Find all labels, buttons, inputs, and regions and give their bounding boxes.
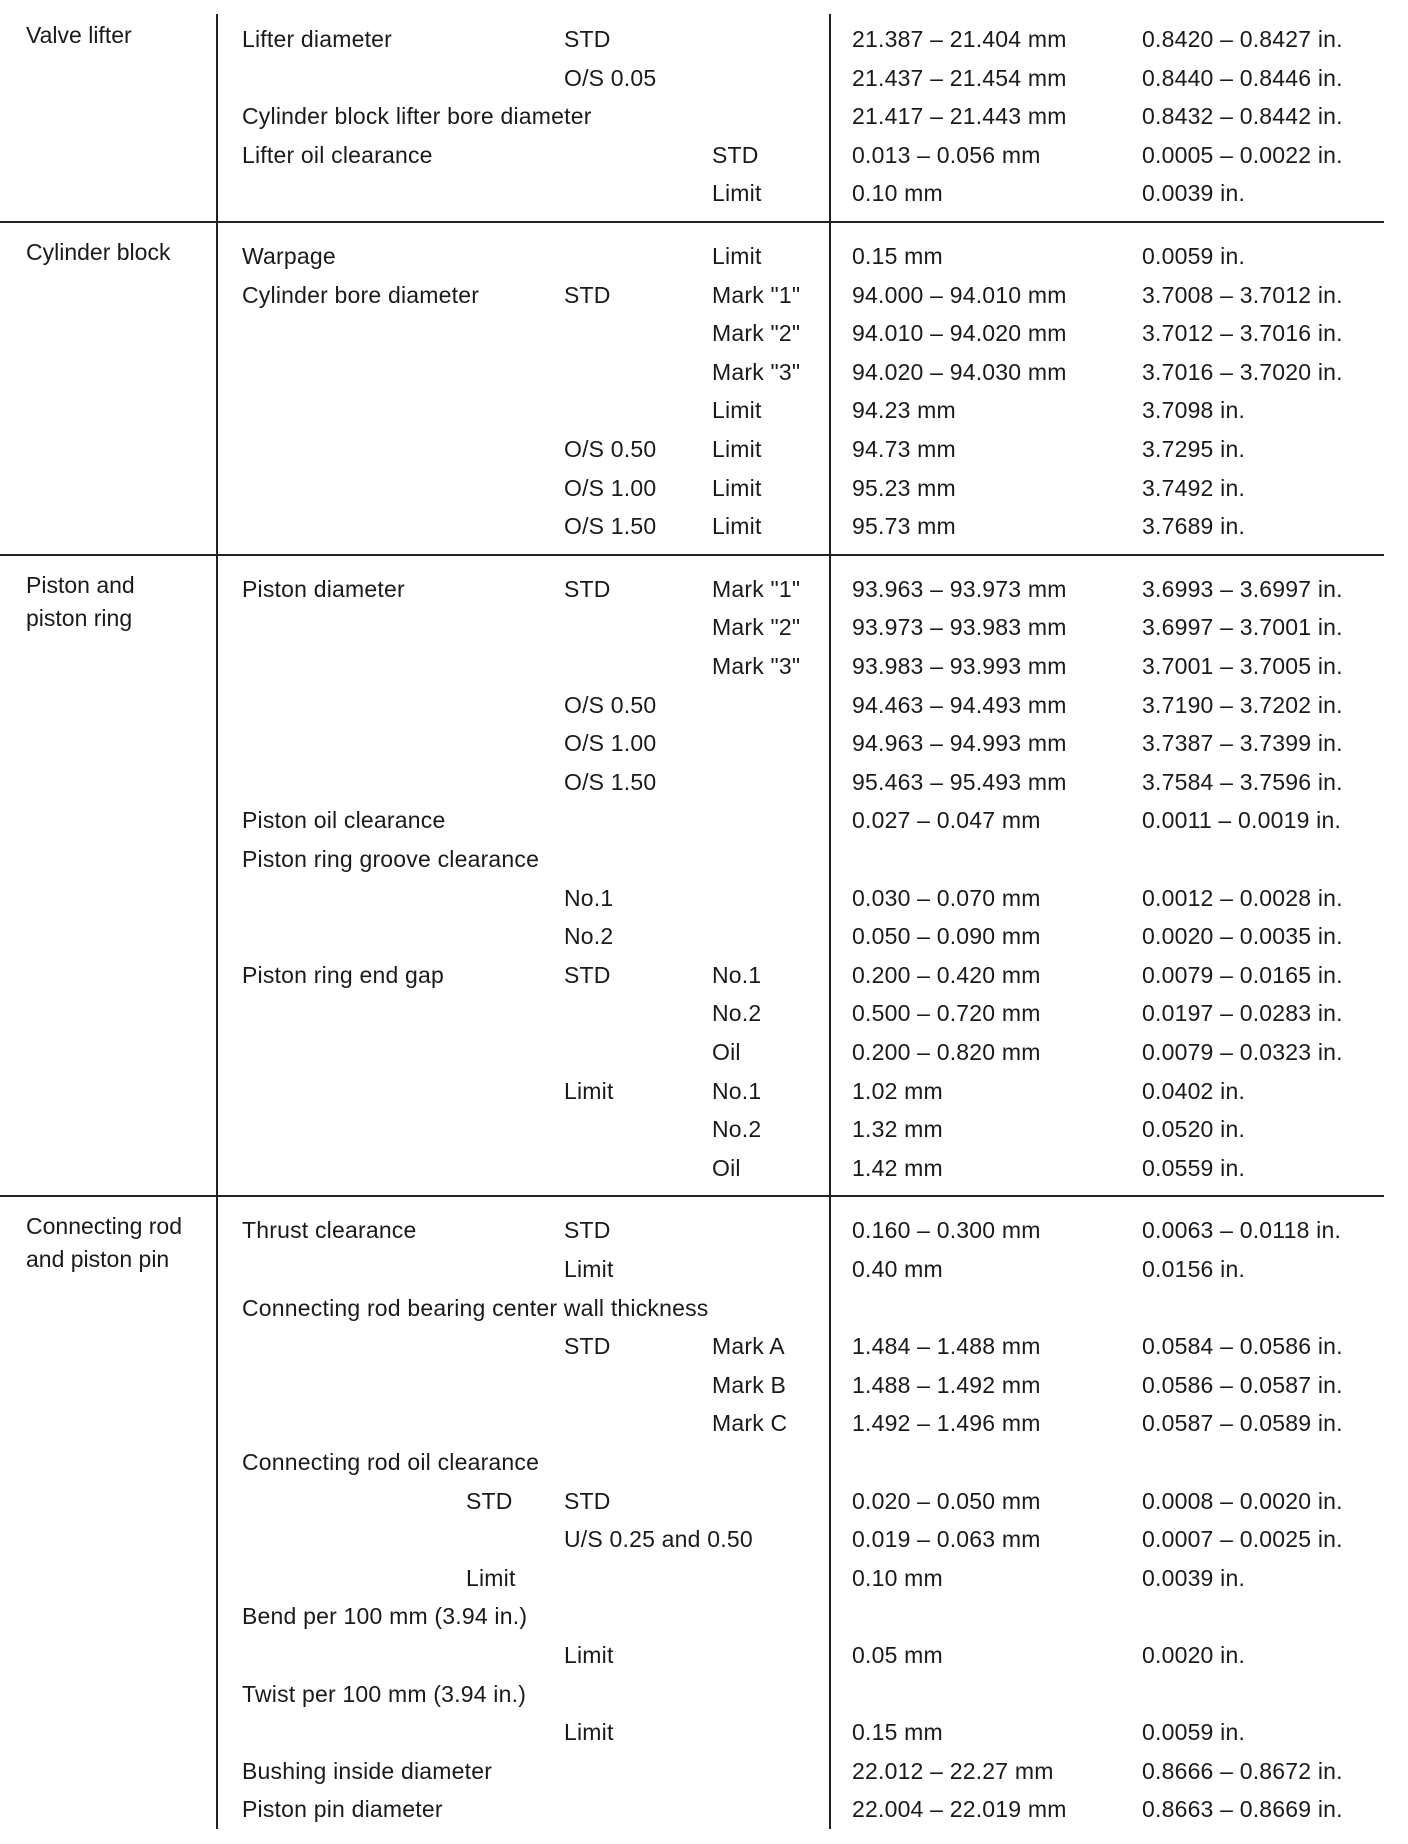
value-inch: 3.7387 – 3.7399 in. — [1142, 730, 1343, 757]
table-row — [0, 1561, 1408, 1600]
table-row — [0, 572, 1408, 611]
table-row — [0, 1252, 1408, 1291]
table-row — [0, 1677, 1408, 1716]
sub-spec: Limit — [712, 243, 762, 269]
item-label: Lifter diameter — [242, 26, 393, 52]
condition: U/S 0.25 and 0.50 — [564, 1526, 753, 1553]
value-inch: 0.8440 – 0.8446 in. — [1142, 64, 1343, 91]
item-label: Warpage — [242, 243, 336, 269]
table-row — [0, 278, 1408, 317]
condition: STD — [564, 961, 611, 988]
item-label: Lifter oil clearance — [242, 141, 433, 168]
table-row — [0, 1151, 1408, 1190]
item-label: Cylinder block lifter bore diameter — [242, 103, 592, 130]
value-mm: 94.010 – 94.020 mm — [852, 320, 1067, 347]
value-mm: 0.15 mm — [852, 1719, 943, 1746]
item-label: Thrust clearance — [242, 1217, 417, 1244]
table-row — [0, 1213, 1408, 1252]
value-inch: 0.8420 – 0.8427 in. — [1142, 26, 1343, 52]
table-row — [0, 471, 1408, 510]
value-mm: 0.050 – 0.090 mm — [852, 923, 1041, 950]
condition: STD — [564, 1333, 611, 1360]
condition: STD — [564, 1217, 611, 1244]
value-inch: 3.7001 – 3.7005 in. — [1142, 653, 1343, 679]
item-label: Piston pin diameter — [242, 1796, 443, 1823]
item-label: Connecting rod bearing center wall thickness — [242, 1294, 709, 1321]
table-row — [0, 649, 1408, 688]
value-inch: 0.0059 in. — [1142, 243, 1246, 269]
value-mm: 1.484 – 1.488 mm — [852, 1333, 1041, 1360]
table-row — [0, 688, 1408, 727]
sub-spec: Limit — [712, 513, 762, 540]
condition: Limit — [564, 1642, 614, 1668]
value-mm: 1.488 – 1.492 mm — [852, 1371, 1041, 1398]
value-mm: 0.160 – 0.300 mm — [852, 1217, 1041, 1244]
sub-condition: STD — [466, 1487, 513, 1514]
value-mm: 94.463 – 94.493 mm — [852, 691, 1067, 718]
condition: O/S 0.05 — [564, 64, 657, 91]
item-label: Piston ring groove clearance — [242, 846, 540, 872]
value-inch: 0.0079 – 0.0323 in. — [1142, 1039, 1343, 1065]
value-mm: 1.42 mm — [852, 1154, 943, 1181]
condition: O/S 1.00 — [564, 474, 657, 501]
value-mm: 0.05 mm — [852, 1642, 943, 1668]
table-row — [0, 176, 1408, 215]
item-label: Piston ring end gap — [242, 961, 444, 988]
condition: O/S 1.00 — [564, 730, 657, 757]
sub-spec: Mark "3" — [712, 358, 801, 385]
value-inch: 0.0008 – 0.0020 in. — [1142, 1487, 1343, 1514]
value-mm: 93.963 – 93.973 mm — [852, 575, 1067, 602]
sub-spec: No.1 — [712, 1077, 762, 1104]
sub-spec: No.1 — [712, 961, 762, 988]
value-inch: 3.7295 in. — [1142, 436, 1246, 462]
sub-spec: Mark A — [712, 1333, 785, 1360]
sub-spec: Mark B — [712, 1371, 787, 1398]
sub-spec: Oil — [712, 1154, 741, 1181]
item-label: Cylinder bore diameter — [242, 281, 480, 308]
value-inch: 0.0063 – 0.0118 in. — [1142, 1217, 1342, 1244]
value-mm: 0.019 – 0.063 mm — [852, 1526, 1041, 1553]
sub-spec: Limit — [712, 474, 762, 501]
condition: Limit — [564, 1719, 614, 1746]
table-row — [0, 765, 1408, 804]
value-mm: 94.73 mm — [852, 436, 956, 462]
value-mm: 0.500 – 0.720 mm — [852, 1000, 1041, 1027]
condition: No.1 — [564, 884, 614, 911]
table-row — [0, 138, 1408, 177]
value-inch: 0.0005 – 0.0022 in. — [1142, 141, 1343, 168]
value-mm: 95.463 – 95.493 mm — [852, 768, 1067, 795]
sub-spec: Mark "2" — [712, 614, 801, 641]
value-mm: 1.32 mm — [852, 1116, 943, 1143]
value-mm: 0.013 – 0.056 mm — [852, 141, 1041, 168]
value-mm: 0.020 – 0.050 mm — [852, 1487, 1041, 1514]
section-title-cylinder-block: Cylinder block — [26, 239, 171, 265]
table-row — [0, 316, 1408, 355]
value-mm: 93.983 – 93.993 mm — [852, 653, 1067, 679]
condition: O/S 0.50 — [564, 436, 657, 462]
sub-spec: Limit — [712, 180, 762, 207]
table-row — [0, 1368, 1408, 1407]
value-inch: 0.0020 – 0.0035 in. — [1142, 923, 1343, 950]
table-row — [0, 1112, 1408, 1151]
sub-spec: Limit — [712, 436, 762, 462]
table-row — [0, 958, 1408, 997]
table-row — [0, 1715, 1408, 1754]
table-row — [0, 1484, 1408, 1523]
value-inch: 0.0012 – 0.0028 in. — [1142, 884, 1343, 911]
table-row — [0, 99, 1408, 138]
value-mm: 21.417 – 21.443 mm — [852, 103, 1067, 130]
value-mm: 95.23 mm — [852, 474, 956, 501]
value-inch: 0.0039 in. — [1142, 1564, 1246, 1591]
sub-spec: Mark "2" — [712, 320, 801, 347]
value-mm: 1.492 – 1.496 mm — [852, 1410, 1041, 1437]
table-row — [0, 919, 1408, 958]
section-title-valve-lifter: Valve lifter — [26, 22, 132, 48]
section-divider — [0, 1195, 1384, 1197]
table-row — [0, 803, 1408, 842]
value-inch: 0.0079 – 0.0165 in. — [1142, 961, 1343, 988]
value-inch: 0.0559 in. — [1142, 1154, 1246, 1181]
table-row — [0, 1599, 1408, 1638]
value-inch: 0.0020 in. — [1142, 1642, 1246, 1668]
value-inch: 0.8663 – 0.8669 in. — [1142, 1796, 1343, 1823]
value-inch: 0.0402 in. — [1142, 1077, 1246, 1104]
condition: O/S 1.50 — [564, 768, 657, 795]
value-mm: 21.387 – 21.404 mm — [852, 26, 1067, 52]
sub-spec: STD — [712, 141, 759, 168]
table-row — [0, 1406, 1408, 1445]
condition: O/S 1.50 — [564, 513, 657, 540]
condition: Limit — [564, 1077, 614, 1104]
value-inch: 0.0039 in. — [1142, 180, 1246, 207]
value-inch: 3.7008 – 3.7012 in. — [1142, 281, 1343, 308]
value-mm: 22.004 – 22.019 mm — [852, 1796, 1067, 1823]
section-title-piston-and-piston-ring: Piston and piston ring — [26, 571, 135, 631]
table-row — [0, 509, 1408, 548]
condition: O/S 0.50 — [564, 691, 657, 718]
table-row — [0, 1291, 1408, 1330]
value-mm: 94.23 mm — [852, 397, 956, 424]
item-label: Piston oil clearance — [242, 807, 446, 834]
value-inch: 3.7098 in. — [1142, 397, 1246, 424]
item-label: Connecting rod oil clearance — [242, 1449, 540, 1475]
value-inch: 0.0007 – 0.0025 in. — [1142, 1526, 1343, 1553]
table-row — [0, 842, 1408, 881]
table-row — [0, 881, 1408, 920]
table-row — [0, 432, 1408, 471]
value-inch: 3.7016 – 3.7020 in. — [1142, 358, 1343, 385]
value-inch: 3.6997 – 3.7001 in. — [1142, 614, 1343, 641]
value-mm: 22.012 – 22.27 mm — [852, 1757, 1054, 1784]
value-mm: 0.030 – 0.070 mm — [852, 884, 1041, 911]
value-mm: 0.10 mm — [852, 1564, 943, 1591]
value-inch: 3.7012 – 3.7016 in. — [1142, 320, 1343, 347]
value-mm: 0.027 – 0.047 mm — [852, 807, 1041, 834]
value-mm: 0.200 – 0.820 mm — [852, 1039, 1041, 1065]
value-inch: 0.0584 – 0.0586 in. — [1142, 1333, 1343, 1360]
table-row — [0, 61, 1408, 100]
value-inch: 0.0197 – 0.0283 in. — [1142, 1000, 1343, 1027]
table-row — [0, 610, 1408, 649]
item-label: Twist per 100 mm (3.94 in.) — [242, 1680, 527, 1707]
value-mm: 0.10 mm — [852, 180, 943, 207]
value-inch: 0.0156 in. — [1142, 1256, 1246, 1282]
value-mm: 94.020 – 94.030 mm — [852, 358, 1067, 385]
table-row — [0, 22, 1408, 61]
value-inch: 0.8666 – 0.8672 in. — [1142, 1757, 1343, 1784]
condition: STD — [564, 1487, 611, 1514]
table-row — [0, 1522, 1408, 1561]
value-inch: 3.6993 – 3.6997 in. — [1142, 575, 1343, 602]
table-row — [0, 1754, 1408, 1793]
value-mm: 95.73 mm — [852, 513, 956, 540]
value-inch: 0.0059 in. — [1142, 1719, 1246, 1746]
sub-spec: No.2 — [712, 1000, 762, 1027]
table-row — [0, 726, 1408, 765]
section-divider — [0, 221, 1384, 223]
condition: Limit — [564, 1256, 614, 1282]
sub-condition: Limit — [466, 1564, 516, 1591]
value-inch: 0.0011 – 0.0019 in. — [1142, 807, 1342, 834]
item-label: Piston diameter — [242, 575, 405, 602]
value-mm: 93.973 – 93.983 mm — [852, 614, 1067, 641]
section-divider — [0, 554, 1384, 556]
value-mm: 1.02 mm — [852, 1077, 943, 1104]
value-inch: 0.0587 – 0.0589 in. — [1142, 1410, 1343, 1437]
table-row — [0, 996, 1408, 1035]
sub-spec: Oil — [712, 1039, 741, 1065]
sub-spec: No.2 — [712, 1116, 762, 1143]
table-row — [0, 1329, 1408, 1368]
value-mm: 0.200 – 0.420 mm — [852, 961, 1041, 988]
item-label: Bushing inside diameter — [242, 1757, 493, 1784]
sub-spec: Mark C — [712, 1410, 788, 1437]
table-row — [0, 1035, 1408, 1074]
sub-spec: Mark "1" — [712, 281, 801, 308]
item-label: Bend per 100 mm (3.94 in.) — [242, 1603, 528, 1630]
table-row — [0, 355, 1408, 394]
table-row — [0, 1445, 1408, 1484]
value-mm: 94.000 – 94.010 mm — [852, 281, 1067, 308]
sub-spec: Mark "3" — [712, 653, 801, 679]
value-inch: 3.7190 – 3.7202 in. — [1142, 691, 1343, 718]
condition: STD — [564, 575, 611, 602]
table-row — [0, 393, 1408, 432]
value-inch: 0.0520 in. — [1142, 1116, 1246, 1143]
value-inch: 0.8432 – 0.8442 in. — [1142, 103, 1343, 130]
sub-spec: Limit — [712, 397, 762, 424]
table-row — [0, 239, 1408, 278]
sub-spec: Mark "1" — [712, 575, 801, 602]
condition: STD — [564, 26, 611, 52]
value-mm: 0.40 mm — [852, 1256, 943, 1282]
condition: STD — [564, 281, 611, 308]
condition: No.2 — [564, 923, 614, 950]
table-row — [0, 1638, 1408, 1677]
section-title-connecting-rod-and-piston-pin: Connecting rod and piston pin — [26, 1213, 182, 1273]
table-row — [0, 1074, 1408, 1113]
value-mm: 94.963 – 94.993 mm — [852, 730, 1067, 757]
value-inch: 3.7689 in. — [1142, 513, 1246, 540]
value-mm: 0.15 mm — [852, 243, 943, 269]
value-inch: 3.7584 – 3.7596 in. — [1142, 768, 1343, 795]
value-inch: 3.7492 in. — [1142, 474, 1246, 501]
table-row — [0, 1792, 1408, 1831]
value-mm: 21.437 – 21.454 mm — [852, 64, 1067, 91]
value-inch: 0.0586 – 0.0587 in. — [1142, 1371, 1343, 1398]
